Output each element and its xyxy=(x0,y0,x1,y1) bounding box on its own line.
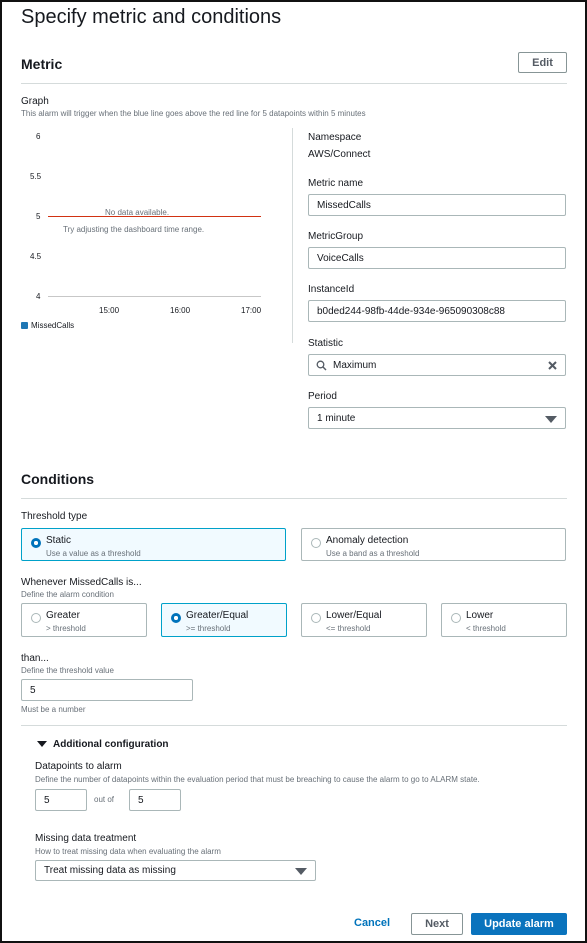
datapoints-input[interactable]: 5 xyxy=(35,789,87,811)
no-data-message: No data available. xyxy=(105,208,170,217)
lower-title: Lower xyxy=(466,610,494,621)
metric-group-label: MetricGroup xyxy=(308,231,364,242)
out-of-label: out of xyxy=(94,795,115,804)
anomaly-title: Anomaly detection xyxy=(326,535,409,546)
condition-greater-option[interactable] xyxy=(21,603,147,637)
metric-divider xyxy=(21,83,567,84)
greater-title: Greater xyxy=(46,610,80,621)
chevron-down-icon xyxy=(295,868,307,875)
lower-radio[interactable] xyxy=(451,613,461,623)
additional-config-label: Additional configuration xyxy=(53,738,169,750)
metric-name-label: Metric name xyxy=(308,178,364,189)
y-tick-label: 4.5 xyxy=(30,252,42,261)
next-button[interactable]: Next xyxy=(411,913,463,935)
anomaly-radio[interactable] xyxy=(311,538,321,548)
namespace-value: AWS/Connect xyxy=(308,149,371,160)
datapoints-label: Datapoints to alarm xyxy=(35,761,122,772)
missing-data-label: Missing data treatment xyxy=(35,833,137,844)
page-title: Specify metric and conditions xyxy=(21,6,282,28)
threshold-value-input[interactable]: 5 xyxy=(21,679,193,701)
graph-details-divider xyxy=(292,128,293,343)
edit-button[interactable]: Edit xyxy=(518,52,567,73)
additional-config-toggle[interactable] xyxy=(37,738,169,750)
no-data-hint: Try adjusting the dashboard time range. xyxy=(63,225,205,234)
y-tick-label: 5 xyxy=(36,212,41,221)
whenever-description: Define the alarm condition xyxy=(21,590,114,599)
missing-data-select[interactable] xyxy=(35,860,316,881)
chevron-down-icon xyxy=(545,416,557,423)
missing-data-value: Treat missing data as missing xyxy=(44,865,176,876)
conditions-heading: Conditions xyxy=(21,471,95,487)
x-tick-label: 16:00 xyxy=(170,306,191,315)
than-description: Define the threshold value xyxy=(21,666,114,675)
static-description: Use a value as a threshold xyxy=(46,549,141,558)
greater-description: > threshold xyxy=(46,624,86,633)
period-value: 1 minute xyxy=(317,412,356,424)
x-tick-label: 15:00 xyxy=(99,306,120,315)
evaluation-periods-input[interactable]: 5 xyxy=(129,789,181,811)
than-label: than... xyxy=(21,653,49,664)
y-tick-label: 5.5 xyxy=(30,172,42,181)
instance-id-label: InstanceId xyxy=(308,284,355,295)
period-select[interactable] xyxy=(308,407,566,429)
namespace-label: Namespace xyxy=(308,132,362,143)
cancel-button[interactable]: Cancel xyxy=(354,917,391,929)
lower-equal-title: Lower/Equal xyxy=(326,610,382,621)
datapoints-description: Define the number of datapoints within the evaluation period that must be breaching to cause the alarm to go to ALARM state. xyxy=(35,775,480,784)
missing-data-description: How to treat missing data when evaluating the alarm xyxy=(35,847,221,856)
static-title: Static xyxy=(46,535,72,546)
y-tick-label: 4 xyxy=(36,292,41,301)
condition-lower-option[interactable] xyxy=(441,603,567,637)
threshold-static-option[interactable] xyxy=(21,528,286,561)
additional-divider xyxy=(21,725,567,726)
lower-equal-description: <= threshold xyxy=(326,624,371,633)
anomaly-description: Use a band as a threshold xyxy=(326,549,420,558)
greater-equal-radio[interactable] xyxy=(171,613,181,623)
legend-swatch xyxy=(21,322,28,329)
period-label: Period xyxy=(308,391,337,402)
graph-label: Graph xyxy=(21,96,49,107)
whenever-label: Whenever MissedCalls is... xyxy=(21,577,142,588)
greater-equal-description: >= threshold xyxy=(186,624,231,633)
lower-equal-radio[interactable] xyxy=(311,613,321,623)
x-axis-line xyxy=(48,296,261,297)
metric-group-field[interactable]: VoiceCalls xyxy=(308,247,566,269)
x-tick-label: 17:00 xyxy=(241,306,262,315)
condition-greater-equal-option[interactable] xyxy=(161,603,287,637)
threshold-anomaly-option[interactable] xyxy=(301,528,566,561)
metric-name-field[interactable]: MissedCalls xyxy=(308,194,566,216)
conditions-divider xyxy=(21,498,567,499)
instance-id-field[interactable]: b0ded244-98fb-44de-934e-965090308c88 xyxy=(308,300,566,322)
condition-lower-equal-option[interactable] xyxy=(301,603,427,637)
update-alarm-button[interactable]: Update alarm xyxy=(471,913,567,935)
y-tick-label: 6 xyxy=(36,132,41,141)
greater-radio[interactable] xyxy=(31,613,41,623)
statistic-value: Maximum xyxy=(333,359,377,371)
greater-equal-title: Greater/Equal xyxy=(186,610,249,621)
metric-graph xyxy=(21,128,271,338)
static-radio[interactable] xyxy=(31,538,41,548)
statistic-label: Statistic xyxy=(308,338,344,349)
threshold-hint: Must be a number xyxy=(21,705,86,714)
clear-icon[interactable] xyxy=(547,360,558,371)
search-icon xyxy=(316,360,327,371)
graph-description: This alarm will trigger when the blue line goes above the red line for 5 datapoints within 5 minutes xyxy=(21,109,366,118)
lower-description: < threshold xyxy=(466,624,506,633)
legend-label[interactable]: MissedCalls xyxy=(31,321,75,330)
metric-heading: Metric xyxy=(21,56,63,72)
threshold-type-label: Threshold type xyxy=(21,511,88,522)
caret-down-icon xyxy=(37,741,47,747)
statistic-search-input[interactable] xyxy=(308,354,566,376)
